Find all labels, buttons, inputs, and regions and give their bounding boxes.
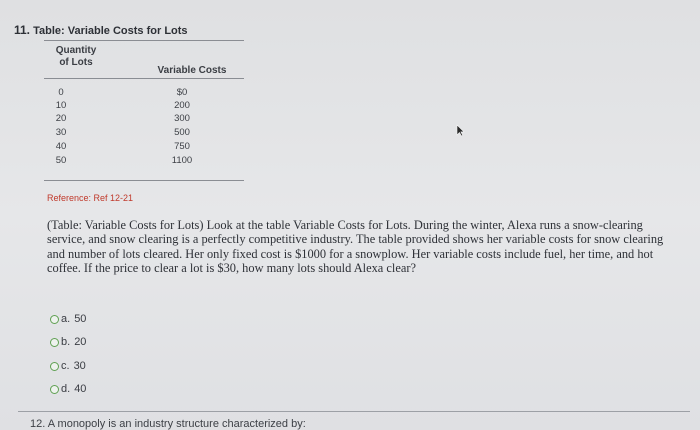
radio-button-icon[interactable] [50,315,59,324]
option-a[interactable] [50,311,86,327]
option-b[interactable] [50,334,86,350]
cell-cost: 200 [174,100,190,111]
option-value: 20 [74,336,87,348]
cell-lots: 20 [55,113,67,124]
cell-cost: 750 [174,141,190,152]
radio-button-icon[interactable] [50,362,59,371]
header-quantity-of-lots [44,45,108,69]
question-number: 11. [14,23,31,37]
cell-lots: 30 [55,127,67,138]
radio-button-icon[interactable] [50,385,59,394]
question-divider [18,411,690,412]
option-letter: c. [61,360,70,372]
option-d[interactable] [50,381,86,397]
option-letter: d. [61,383,71,395]
option-c[interactable] [50,358,86,374]
next-question-number: 12. [30,418,46,430]
header-variable-costs: Variable Costs [157,65,227,76]
header-quantity-line1: Quantity [55,45,97,56]
cell-lots: 0 [58,87,64,98]
cell-lots: 50 [55,155,67,166]
next-question-text: A monopoly is an industry structure characterized by: [47,418,306,430]
option-value: 40 [74,383,87,395]
table-bottom-rule [44,180,244,181]
radio-button-icon[interactable] [50,338,59,347]
option-value: 30 [73,360,86,372]
cell-lots: 40 [55,141,67,152]
cell-lots: 10 [55,100,67,111]
cell-cost: $0 [176,87,188,98]
header-quantity-line2: of Lots [59,57,93,68]
reference-label: Reference: Ref 12-21 [47,193,134,203]
option-value: 50 [74,313,87,325]
table-header-rule [44,78,244,79]
next-question-preview [30,418,306,430]
cell-cost: 500 [174,127,190,138]
cell-cost: 1100 [171,155,193,166]
question-title [14,23,188,37]
option-letter: b. [61,336,71,348]
option-letter: a. [61,313,71,325]
mouse-pointer-icon [456,124,465,137]
question-text: (Table: Variable Costs for Lots) Look at the table Variable Costs for Lots. During the winter, Alexa runs a snow-clearing service, and snow clearing is a perfectly competitive industry. The table provided shows her variable costs for snow clearing and number of lots cleared. Her only fixed cost is $1000 for a snowplow. Her variable costs include fuel, her time, and hot coffee. If the price to clear a lot is $30, how many lots should Alexa clear? [47,218,664,276]
table-top-rule [44,40,244,41]
table-title: Table: Variable Costs for Lots [33,25,188,37]
cell-cost: 300 [174,113,190,124]
